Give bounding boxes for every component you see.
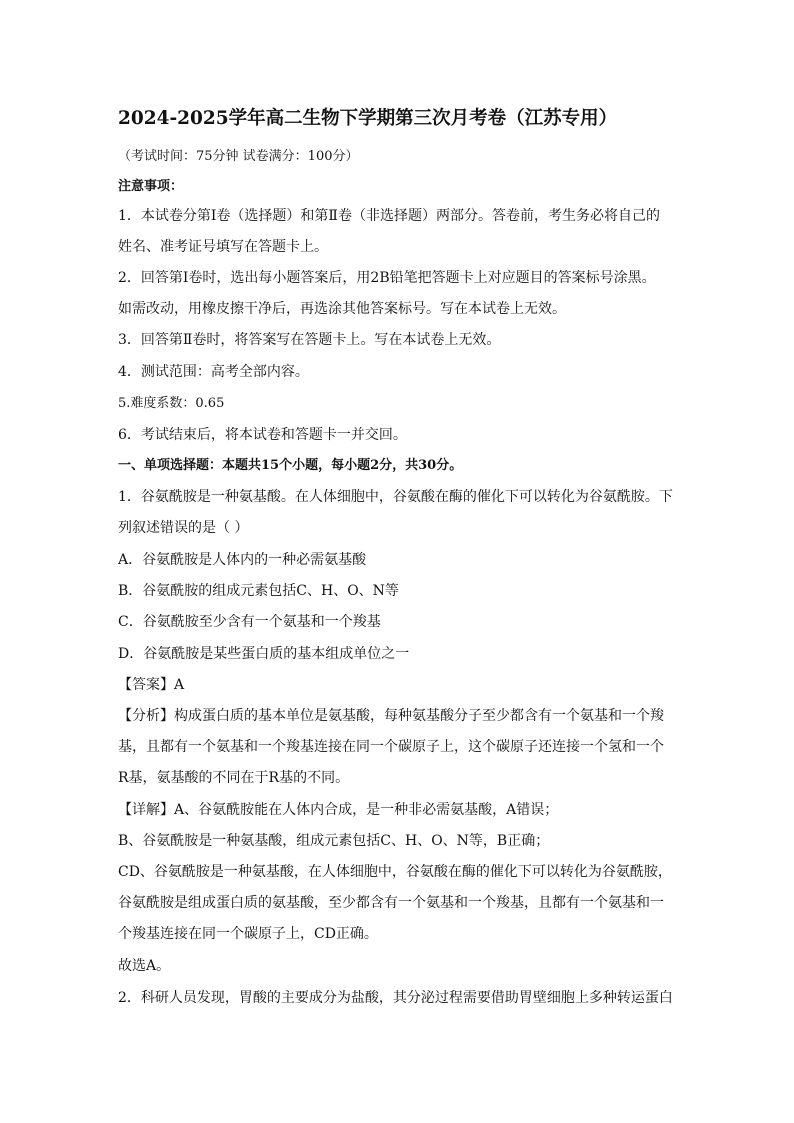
question-1-option-d: D．谷氨酰胺是某些蛋白质的基本组成单位之一 bbox=[118, 646, 410, 662]
note-line: 2．回答第Ⅰ卷时，选出每小题答案后，用2B铅笔把答题卡上对应题目的答案标号涂黑。 bbox=[118, 270, 656, 286]
note-line: 6．考试结束后，将本试卷和答题卡一并交回。 bbox=[118, 427, 407, 443]
note-line: 如需改动，用橡皮擦干净后，再选涂其他答案标号。写在本试卷上无效。 bbox=[118, 301, 566, 317]
question-1-option-a: A．谷氨酰胺是人体内的一种必需氨基酸 bbox=[118, 552, 367, 568]
note-line: 4．测试范围：高考全部内容。 bbox=[118, 364, 309, 380]
document-title: 2024-2025学年高二生物下学期第三次月考卷（江苏专用） bbox=[118, 108, 618, 129]
question-1-detail: 【详解】A、谷氨酰胺能在人体内合成，是一种非必需氨基酸，A错误； bbox=[118, 802, 559, 818]
note-line: 姓名、准考证号填写在答题卡上。 bbox=[118, 239, 328, 255]
question-1-detail: B、谷氨酰胺是一种氨基酸，组成元素包括C、H、O、N等，B正确； bbox=[118, 833, 550, 849]
exam-meta: （考试时间：75分钟 试卷满分：100分） bbox=[118, 149, 359, 164]
question-1-stem: 1．谷氨酰胺是一种氨基酸。在人体细胞中，谷氨酸在酶的催化下可以转化为谷氨酰胺。下 bbox=[118, 489, 673, 505]
note-line: 3．回答第Ⅱ卷时，将答案写在答题卡上。写在本试卷上无效。 bbox=[118, 332, 501, 348]
note-line: 1．本试卷分第Ⅰ卷（选择题）和第Ⅱ卷（非选择题）两部分。答卷前，考生务必将自己的 bbox=[118, 208, 660, 224]
question-2-stem: 2．科研人员发现，胃酸的主要成分为盐酸，其分泌过程需要借助胃壁细胞上多种转运蛋白 bbox=[118, 990, 673, 1006]
question-1-analysis: 【分析】构成蛋白质的基本单位是氨基酸，每种氨基酸分子至少都含有一个氨基和一个羧 bbox=[118, 708, 664, 724]
question-1-detail: CD、谷氨酰胺是一种氨基酸，在人体细胞中，谷氨酸在酶的催化下可以转化为谷氨酰胺， bbox=[118, 864, 672, 880]
question-1-analysis: 基，且都有一个氨基和一个羧基连接在同一个碳原子上，这个碳原子还连接一个氢和一个 bbox=[118, 739, 664, 755]
question-1-option-c: C．谷氨酰胺至少含有一个氨基和一个羧基 bbox=[118, 614, 381, 630]
question-1-detail: 个羧基连接在同一个碳原子上，CD正确。 bbox=[118, 926, 378, 942]
note-line: 5.难度系数：0.65 bbox=[118, 396, 225, 411]
question-1-option-b: B．谷氨酰胺的组成元素包括C、H、O、N等 bbox=[118, 583, 399, 599]
notice-heading: 注意事项： bbox=[118, 179, 184, 194]
question-1-detail: 谷氨酰胺是组成蛋白质的氨基酸，至少都含有一个氨基和一个羧基，且都有一个氨基和一 bbox=[118, 895, 664, 911]
question-1-detail: 故选A。 bbox=[118, 958, 171, 974]
question-1-answer: 【答案】A bbox=[118, 677, 185, 693]
question-1-stem: 列叙述错误的是（ ） bbox=[118, 520, 249, 536]
section-heading: 一、单项选择题：本题共15个小题，每小题2分，共30分。 bbox=[118, 458, 463, 473]
question-1-analysis: R基，氨基酸的不同在于R基的不同。 bbox=[118, 770, 350, 786]
